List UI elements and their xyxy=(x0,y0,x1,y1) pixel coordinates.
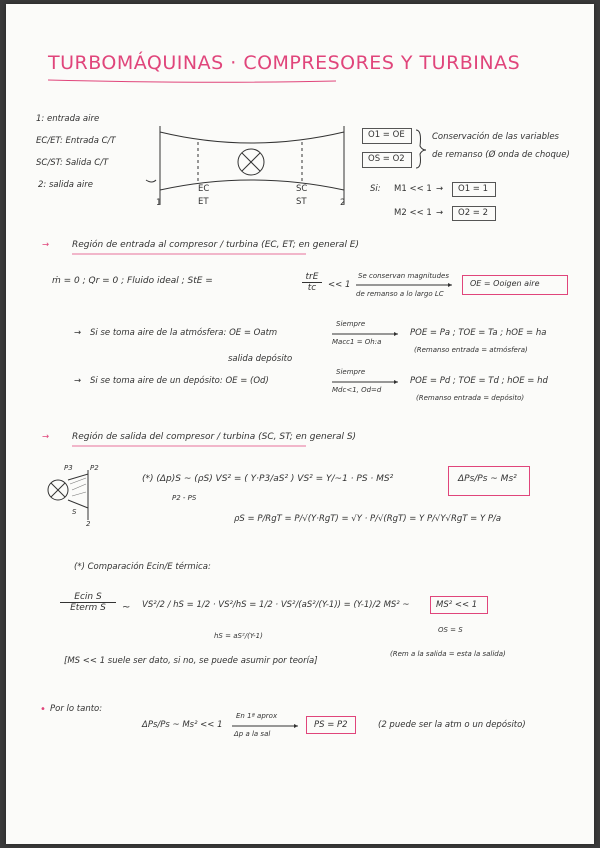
o1-result: O1 = 1 xyxy=(458,184,489,194)
por-tanto-result: PS = P2 xyxy=(314,720,348,730)
label-sc: SC xyxy=(296,184,308,194)
entrada-heading: Región de entrada al compresor / turbina (EC, ET; en general E) xyxy=(72,240,360,250)
label-1: 1 xyxy=(156,198,162,208)
sim-sign: ~ xyxy=(122,602,131,613)
eterm: Eterm S xyxy=(70,603,106,613)
atm-result: POE = Pa ; TOE = Ta ; hOE = ha xyxy=(410,328,547,338)
salida-heading: Región de salida del compresor / turbina (SC, ST; en general S) xyxy=(72,432,357,442)
two-label: 2 xyxy=(86,520,91,528)
por-tanto-eq: ΔPs/Ps ~ Ms² << 1 xyxy=(142,720,223,730)
p3: P3 xyxy=(64,464,73,472)
entrada-result: OE = Ooigen aire xyxy=(470,279,540,288)
conservation-note-2: de remanso (Ø onda de choque) xyxy=(432,150,570,160)
dep-arrow-bot: Mdc<1, Od=d xyxy=(332,386,382,394)
bracket-note: (Rem a la salida = esta la salida) xyxy=(390,650,506,658)
salida-result: ΔPs/Ps ~ Ms² xyxy=(458,474,517,484)
page-title: TURBOMÁQUINAS · COMPRESORES Y TURBINAS xyxy=(48,52,521,74)
ll1: << 1 xyxy=(328,280,351,290)
box-os-o2: OS = O2 xyxy=(368,154,405,164)
dep-note: (Remanso entrada = depósito) xyxy=(416,394,525,402)
ecin: Ecin S xyxy=(60,592,116,603)
arrow-bot-1: de remanso a lo largo LC xyxy=(356,290,444,298)
label-et: ET xyxy=(198,197,209,207)
comp-heading: (*) Comparación Ecin/E térmica: xyxy=(74,562,211,572)
tre: trE xyxy=(302,272,322,283)
atm-line: Si se toma aire de la atmósfera: OE = Oatm xyxy=(90,328,278,338)
label-2: 2 xyxy=(340,198,346,208)
legend-1: 1: entrada aire xyxy=(36,114,100,124)
s-label: S xyxy=(72,508,77,516)
dep-arrow-top: Siempre xyxy=(336,368,366,376)
hs-def: hS = aS²/(Y-1) xyxy=(214,632,263,640)
dep-line: Si se toma aire de un depósito: OE = (Od) xyxy=(90,376,269,386)
ms-small: MS² << 1 xyxy=(436,600,478,610)
legend-sc-st: SC/ST: Salida C/T xyxy=(36,158,109,168)
eq-delta-p-sub: P2 - PS xyxy=(172,494,197,502)
por-tanto-note: (2 puede ser la atm o un depósito) xyxy=(378,720,526,730)
ms-bracket: [MS << 1 suele ser dato, si no, se puede asumir por teoría] xyxy=(64,656,318,666)
m1-condition: M1 << 1 xyxy=(394,184,432,194)
eq-delta-p: (*) (Δp)S ~ (ρS) VS² = ( Y·P3/aS² ) VS² = Y/~1 · PS · MS² xyxy=(142,474,394,484)
box-o1-oe: O1 = OE xyxy=(368,130,405,140)
por-tanto-label: Por lo tanto: xyxy=(50,704,103,714)
o2-result: O2 = 2 xyxy=(458,208,489,218)
eq-ecin: VS²/2 / hS = 1/2 · VS²/hS = 1/2 · VS²/(aS²/(Y-1)) = (Y-1)/2 MS² ~ xyxy=(142,600,410,610)
por-tanto-arrow-bot: Δp a la sal xyxy=(234,730,271,738)
dep-result: POE = Pd ; TOE = Td ; hOE = hd xyxy=(410,376,548,386)
atm-note: (Remanso entrada = atmósfera) xyxy=(414,346,528,354)
eq-rho: ρS = P/RgT = P/√(Y·RgT) = √Y · P/√(RgT) = Y P/√Y√RgT = Y P/a xyxy=(234,514,502,524)
os-eq: OS = S xyxy=(438,626,463,634)
atm-arrow-top: Siempre xyxy=(336,320,366,328)
m2-condition: M2 << 1 xyxy=(394,208,432,218)
label-ec: EC xyxy=(198,184,210,194)
notebook-page: TURBOMÁQUINAS · COMPRESORES Y TURBINAS 1: entrada aire EC/ET: Entrada C/T SC/ST: Salida C/T 2: salida aire EC ET SC ST 1 2 O1 = OE OS = O2 Conservación de las variables de remanso (Ø onda de choque) Si: M1 << 1 → O1 = 1 M2 << 1 → O2 = 2 → Región de entrada al compresor / turbina (EC, ET; en general E) ṁ = 0 ; Qr = 0 ; Fluido ideal ; StE = trE tc << 1 Se conservan magnitudes de remanso a lo largo LC OE = Ooigen aire → Si se toma aire de la atmósfera: OE = Oatm Siempre Macc1 = Oh:a POE = Pa ; TOE = Ta ; hOE = ha (Remanso entrada = atmósfera) salida depósito → Si se toma aire de un depósito: OE = (Od) Siempre Mdc<1, Od=d POE = Pd ; TOE = Td ; hOE = hd (Remanso entrada = depósito) → Región de salida del compresor / turbina (SC, ST; en general S) P3 P2 S 2 (*) (Δp)S ~ (ρS) VS² = ( Y·P3/aS² ) VS² = Y/~1 · PS · MS² P2 - PS ΔPs/Ps ~ Ms² ρS = P/RgT = P/√(Y·RgT) = √Y · P/√(RgT) = Y P/√Y√RgT = Y P/a (*) Comparación Ecin/E térmica: Ecin S Eterm S ~ VS²/2 / hS = 1/2 · VS²/hS = 1/2 · VS²/(aS²/(Y-1)) = (Y-1)/2 MS² ~ hS = aS²/(Y-1) MS² << 1 OS = S [MS << 1 suele ser dato, si no, se puede asumir por teoría] (Rem a la salida = esta la salida) • Por lo tanto: ΔPs/Ps ~ Ms² << 1 En 1ª aprox Δp a la sal PS = P2 (2 puede ser la atm o un depósito) xyxy=(6,4,594,844)
salida-deposito: salida depósito xyxy=(228,354,293,364)
tc: tc xyxy=(307,283,317,293)
arrow-top-1: Se conservan magnitudes xyxy=(358,272,449,280)
por-tanto-arrow-top: En 1ª aprox xyxy=(236,712,278,720)
label-st: ST xyxy=(296,197,307,207)
p2: P2 xyxy=(90,464,99,472)
conservation-note-1: Conservación de las variables xyxy=(432,132,559,142)
legend-2: 2: salida aire xyxy=(38,180,93,190)
atm-arrow-bot: Macc1 = Oh:a xyxy=(332,338,382,346)
legend-ec-et: EC/ET: Entrada C/T xyxy=(36,136,116,146)
si-label: Si: xyxy=(370,184,381,194)
entrada-conditions: ṁ = 0 ; Qr = 0 ; Fluido ideal ; StE = xyxy=(52,276,213,286)
